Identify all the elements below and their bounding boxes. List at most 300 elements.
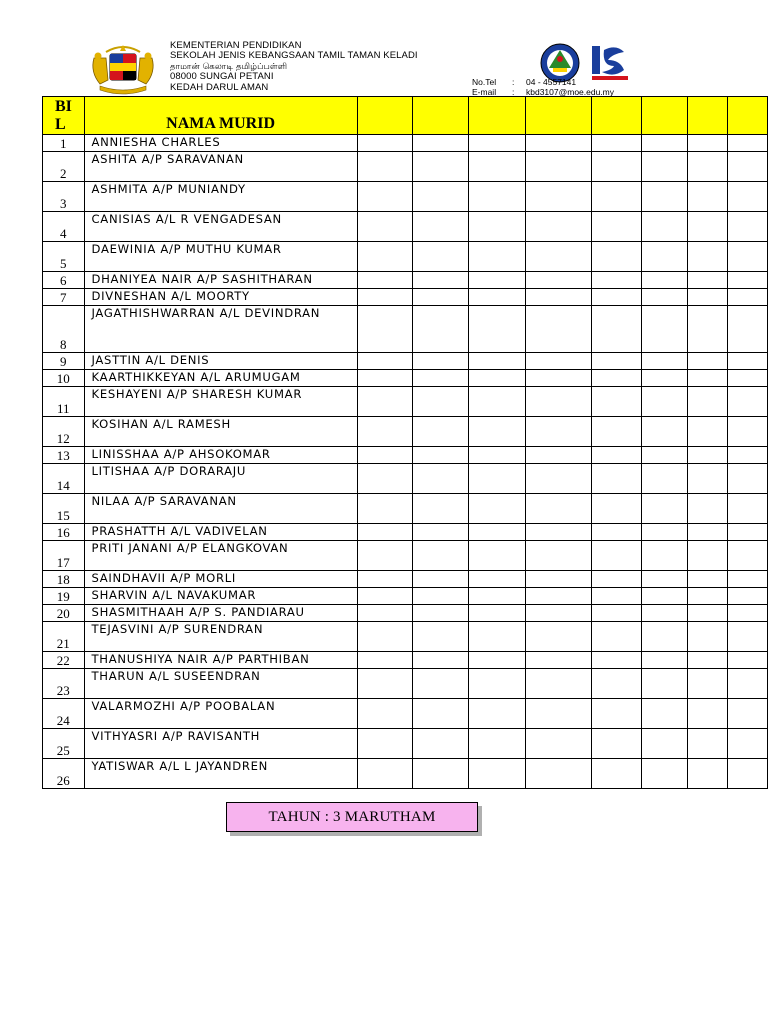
student-name: KAARTHIKKEYAN A/L ARUMUGAM bbox=[84, 370, 357, 387]
row-number: 19 bbox=[43, 588, 85, 605]
state-line: KEDAH DARUL AMAN bbox=[170, 81, 269, 93]
blank-cell[interactable] bbox=[727, 494, 767, 524]
blank-cell[interactable] bbox=[525, 759, 591, 789]
blank-cell[interactable] bbox=[688, 353, 727, 370]
blank-cell[interactable] bbox=[727, 729, 767, 759]
blank-cell[interactable] bbox=[413, 212, 469, 242]
header-blank-cell[interactable] bbox=[413, 97, 469, 135]
blank-cell[interactable] bbox=[357, 182, 413, 212]
blank-cell[interactable] bbox=[357, 306, 413, 353]
blank-cell[interactable] bbox=[688, 541, 727, 571]
blank-cell[interactable] bbox=[413, 306, 469, 353]
blank-cell[interactable] bbox=[642, 417, 688, 447]
email-value: kbd3107@moe.edu.my bbox=[526, 86, 615, 97]
blank-cell[interactable] bbox=[592, 699, 642, 729]
blank-cell[interactable] bbox=[357, 212, 413, 242]
table-row bbox=[43, 370, 768, 387]
blank-cell[interactable] bbox=[413, 699, 469, 729]
malaysia-coat-of-arms-icon bbox=[86, 44, 160, 96]
blank-cell[interactable] bbox=[592, 212, 642, 242]
blank-cell[interactable] bbox=[642, 622, 688, 652]
blank-cell[interactable] bbox=[688, 152, 727, 182]
blank-cell[interactable] bbox=[727, 182, 767, 212]
blank-cell[interactable] bbox=[469, 272, 526, 289]
blank-cell[interactable] bbox=[642, 272, 688, 289]
table-row bbox=[43, 588, 768, 605]
blank-cell[interactable] bbox=[525, 417, 591, 447]
student-name: YATISWAR A/L L JAYANDREN bbox=[84, 759, 357, 789]
table-row bbox=[43, 447, 768, 464]
student-name: SHARVIN A/L NAVAKUMAR bbox=[84, 588, 357, 605]
blank-cell[interactable] bbox=[357, 571, 413, 588]
header-blank-cell[interactable] bbox=[525, 97, 591, 135]
blank-cell[interactable] bbox=[688, 605, 727, 622]
blank-cell[interactable] bbox=[727, 135, 767, 152]
blank-cell[interactable] bbox=[642, 464, 688, 494]
blank-cell[interactable] bbox=[413, 272, 469, 289]
blank-cell[interactable] bbox=[469, 353, 526, 370]
blank-cell[interactable] bbox=[469, 541, 526, 571]
table-row bbox=[43, 699, 768, 729]
blank-cell[interactable] bbox=[469, 464, 526, 494]
blank-cell[interactable] bbox=[642, 353, 688, 370]
school-tamil-name-line: தாமான் கெலாடி தமிழ்ப்பள்ளி bbox=[170, 61, 288, 72]
postcode-line: 08000 SUNGAI PETANI bbox=[170, 71, 274, 83]
blank-cell[interactable] bbox=[357, 605, 413, 622]
blank-cell[interactable] bbox=[592, 605, 642, 622]
blank-cell[interactable] bbox=[642, 306, 688, 353]
table-row bbox=[43, 622, 768, 652]
blank-cell[interactable] bbox=[525, 652, 591, 669]
blank-cell[interactable] bbox=[525, 605, 591, 622]
blank-cell[interactable] bbox=[688, 464, 727, 494]
student-name: SHASMITHAAH A/P S. PANDIARAU bbox=[84, 605, 357, 622]
header-blank-cell[interactable] bbox=[592, 97, 642, 135]
blank-cell[interactable] bbox=[727, 541, 767, 571]
blank-cell[interactable] bbox=[469, 669, 526, 699]
blank-cell[interactable] bbox=[592, 464, 642, 494]
blank-cell[interactable] bbox=[469, 417, 526, 447]
blank-cell[interactable] bbox=[469, 152, 526, 182]
blank-cell[interactable] bbox=[592, 417, 642, 447]
blank-cell[interactable] bbox=[592, 652, 642, 669]
blank-cell[interactable] bbox=[727, 212, 767, 242]
header-blank-cell[interactable] bbox=[688, 97, 727, 135]
table-row bbox=[43, 524, 768, 541]
blank-cell[interactable] bbox=[727, 622, 767, 652]
blank-cell[interactable] bbox=[592, 306, 642, 353]
blank-cell[interactable] bbox=[413, 605, 469, 622]
row-number: 1 bbox=[43, 135, 85, 152]
blank-cell[interactable] bbox=[525, 729, 591, 759]
blank-cell[interactable] bbox=[688, 242, 727, 272]
school-address bbox=[170, 41, 418, 93]
student-name: ASHMITA A/P MUNIANDY bbox=[84, 182, 357, 212]
blank-cell[interactable] bbox=[525, 242, 591, 272]
table-row bbox=[43, 759, 768, 789]
table-row bbox=[43, 212, 768, 242]
blank-cell[interactable] bbox=[592, 588, 642, 605]
email-label: E-mail bbox=[472, 86, 497, 97]
row-number: 3 bbox=[43, 182, 85, 212]
blank-cell[interactable] bbox=[357, 652, 413, 669]
tel-value: 04 - 4557141 bbox=[526, 77, 577, 87]
blank-cell[interactable] bbox=[727, 387, 767, 417]
row-number: 20 bbox=[43, 605, 85, 622]
student-name: THANUSHIYA NAIR A/P PARTHIBAN bbox=[84, 652, 357, 669]
blank-cell[interactable] bbox=[413, 622, 469, 652]
row-number: 2 bbox=[43, 152, 85, 182]
blank-cell[interactable] bbox=[413, 353, 469, 370]
blank-cell[interactable] bbox=[592, 387, 642, 417]
blank-cell[interactable] bbox=[592, 370, 642, 387]
blank-cell[interactable] bbox=[642, 652, 688, 669]
blank-cell[interactable] bbox=[727, 605, 767, 622]
blank-cell[interactable] bbox=[525, 182, 591, 212]
blank-cell[interactable] bbox=[413, 417, 469, 447]
blank-cell[interactable] bbox=[727, 759, 767, 789]
blank-cell[interactable] bbox=[592, 541, 642, 571]
row-number: 18 bbox=[43, 571, 85, 588]
blank-cell[interactable] bbox=[727, 289, 767, 306]
blank-cell[interactable] bbox=[525, 370, 591, 387]
blank-cell[interactable] bbox=[688, 182, 727, 212]
header-blank-cell[interactable] bbox=[727, 97, 767, 135]
blank-cell[interactable] bbox=[357, 494, 413, 524]
blank-cell[interactable] bbox=[688, 729, 727, 759]
blank-cell[interactable] bbox=[357, 464, 413, 494]
student-name: DAEWINIA A/P MUTHU KUMAR bbox=[84, 242, 357, 272]
blank-cell[interactable] bbox=[592, 447, 642, 464]
student-name: VITHYASRI A/P RAVISANTH bbox=[84, 729, 357, 759]
table-row bbox=[43, 135, 768, 152]
blank-cell[interactable] bbox=[525, 387, 591, 417]
student-list-table bbox=[42, 96, 768, 789]
contact-info bbox=[472, 78, 614, 97]
blank-cell[interactable] bbox=[688, 622, 727, 652]
blank-cell[interactable] bbox=[469, 212, 526, 242]
blank-cell[interactable] bbox=[688, 447, 727, 464]
blank-cell[interactable] bbox=[469, 494, 526, 524]
blank-cell[interactable] bbox=[727, 306, 767, 353]
blank-cell[interactable] bbox=[727, 588, 767, 605]
row-number: 22 bbox=[43, 652, 85, 669]
blank-cell[interactable] bbox=[688, 652, 727, 669]
blank-cell[interactable] bbox=[469, 135, 526, 152]
blank-cell[interactable] bbox=[642, 135, 688, 152]
table-header-row bbox=[43, 97, 768, 135]
student-name: KOSIHAN A/L RAMESH bbox=[84, 417, 357, 447]
blank-cell[interactable] bbox=[469, 729, 526, 759]
row-number: 8 bbox=[43, 306, 85, 353]
row-number: 25 bbox=[43, 729, 85, 759]
table-row bbox=[43, 387, 768, 417]
student-name: KESHAYENI A/P SHARESH KUMAR bbox=[84, 387, 357, 417]
blank-cell[interactable] bbox=[525, 622, 591, 652]
blank-cell[interactable] bbox=[592, 289, 642, 306]
blank-cell[interactable] bbox=[642, 729, 688, 759]
blank-cell[interactable] bbox=[413, 242, 469, 272]
blank-cell[interactable] bbox=[469, 571, 526, 588]
blank-cell[interactable] bbox=[469, 289, 526, 306]
blank-cell[interactable] bbox=[688, 588, 727, 605]
student-name: SAINDHAVII A/P MORLI bbox=[84, 571, 357, 588]
blank-cell[interactable] bbox=[642, 571, 688, 588]
blank-cell[interactable] bbox=[413, 289, 469, 306]
row-number: 12 bbox=[43, 417, 85, 447]
blank-cell[interactable] bbox=[357, 135, 413, 152]
blank-cell[interactable] bbox=[727, 464, 767, 494]
blank-cell[interactable] bbox=[469, 306, 526, 353]
table-row bbox=[43, 182, 768, 212]
blank-cell[interactable] bbox=[592, 494, 642, 524]
email-separator: : bbox=[512, 86, 515, 97]
student-name: JASTTIN A/L DENIS bbox=[84, 353, 357, 370]
blank-cell[interactable] bbox=[727, 353, 767, 370]
blank-cell[interactable] bbox=[469, 447, 526, 464]
blank-cell[interactable] bbox=[642, 541, 688, 571]
blank-cell[interactable] bbox=[525, 272, 591, 289]
blank-cell[interactable] bbox=[413, 135, 469, 152]
blank-cell[interactable] bbox=[688, 387, 727, 417]
student-name: LINISSHAA A/P AHSOKOMAR bbox=[84, 447, 357, 464]
blank-cell[interactable] bbox=[469, 699, 526, 729]
blank-cell[interactable] bbox=[642, 669, 688, 699]
row-number: 17 bbox=[43, 541, 85, 571]
blank-cell[interactable] bbox=[642, 605, 688, 622]
blank-cell[interactable] bbox=[413, 541, 469, 571]
blank-cell[interactable] bbox=[413, 387, 469, 417]
table-row bbox=[43, 571, 768, 588]
header-blank-cell[interactable] bbox=[469, 97, 526, 135]
blank-cell[interactable] bbox=[357, 541, 413, 571]
blank-cell[interactable] bbox=[469, 182, 526, 212]
row-number: 26 bbox=[43, 759, 85, 789]
blank-cell[interactable] bbox=[592, 135, 642, 152]
tel-label: No.Tel bbox=[472, 77, 497, 87]
blank-cell[interactable] bbox=[525, 494, 591, 524]
blank-cell[interactable] bbox=[357, 353, 413, 370]
row-number: 9 bbox=[43, 353, 85, 370]
blank-cell[interactable] bbox=[413, 571, 469, 588]
blank-cell[interactable] bbox=[592, 524, 642, 541]
blank-cell[interactable] bbox=[413, 152, 469, 182]
blank-cell[interactable] bbox=[525, 524, 591, 541]
blank-cell[interactable] bbox=[357, 417, 413, 447]
row-number: 13 bbox=[43, 447, 85, 464]
blank-cell[interactable] bbox=[642, 242, 688, 272]
blank-cell[interactable] bbox=[525, 464, 591, 494]
row-number: 15 bbox=[43, 494, 85, 524]
ministry-line: KEMENTERIAN PENDIDIKAN bbox=[170, 40, 302, 51]
row-number: 16 bbox=[43, 524, 85, 541]
blank-cell[interactable] bbox=[413, 464, 469, 494]
student-name: LITISHAA A/P DORARAJU bbox=[84, 464, 357, 494]
blank-cell[interactable] bbox=[592, 669, 642, 699]
blank-cell[interactable] bbox=[357, 370, 413, 387]
table-row bbox=[43, 494, 768, 524]
blank-cell[interactable] bbox=[525, 669, 591, 699]
row-number: 24 bbox=[43, 699, 85, 729]
blank-cell[interactable] bbox=[642, 152, 688, 182]
table-row bbox=[43, 289, 768, 306]
blank-cell[interactable] bbox=[469, 605, 526, 622]
row-number: 10 bbox=[43, 370, 85, 387]
blank-cell[interactable] bbox=[469, 759, 526, 789]
blank-cell[interactable] bbox=[469, 622, 526, 652]
blank-cell[interactable] bbox=[525, 289, 591, 306]
blank-cell[interactable] bbox=[525, 571, 591, 588]
blank-cell[interactable] bbox=[413, 759, 469, 789]
blank-cell[interactable] bbox=[688, 494, 727, 524]
blank-cell[interactable] bbox=[642, 387, 688, 417]
table-row bbox=[43, 464, 768, 494]
row-number: 7 bbox=[43, 289, 85, 306]
blank-cell[interactable] bbox=[727, 417, 767, 447]
blank-cell[interactable] bbox=[357, 524, 413, 541]
blank-cell[interactable] bbox=[688, 417, 727, 447]
student-name: PRITI JANANI A/P ELANGKOVAN bbox=[84, 541, 357, 571]
blank-cell[interactable] bbox=[357, 152, 413, 182]
blank-cell[interactable] bbox=[592, 182, 642, 212]
blank-cell[interactable] bbox=[592, 729, 642, 759]
blank-cell[interactable] bbox=[727, 571, 767, 588]
blank-cell[interactable] bbox=[642, 289, 688, 306]
table-row bbox=[43, 652, 768, 669]
blank-cell[interactable] bbox=[525, 588, 591, 605]
blank-cell[interactable] bbox=[688, 571, 727, 588]
table-row bbox=[43, 729, 768, 759]
blank-cell[interactable] bbox=[413, 494, 469, 524]
blank-cell[interactable] bbox=[525, 212, 591, 242]
blank-cell[interactable] bbox=[413, 669, 469, 699]
blank-cell[interactable] bbox=[642, 212, 688, 242]
blank-cell[interactable] bbox=[688, 272, 727, 289]
blank-cell[interactable] bbox=[413, 524, 469, 541]
blank-cell[interactable] bbox=[592, 242, 642, 272]
blank-cell[interactable] bbox=[357, 588, 413, 605]
table-row bbox=[43, 152, 768, 182]
blank-cell[interactable] bbox=[727, 669, 767, 699]
header-blank-cell[interactable] bbox=[357, 97, 413, 135]
blank-cell[interactable] bbox=[727, 242, 767, 272]
student-name: ANNIESHA CHARLES bbox=[84, 135, 357, 152]
blank-cell[interactable] bbox=[592, 353, 642, 370]
student-name: ASHITA A/P SARAVANAN bbox=[84, 152, 357, 182]
blank-cell[interactable] bbox=[688, 370, 727, 387]
header-nama-murid: NAMA MURID bbox=[84, 97, 357, 135]
blank-cell[interactable] bbox=[688, 306, 727, 353]
blank-cell[interactable] bbox=[357, 447, 413, 464]
blank-cell[interactable] bbox=[413, 370, 469, 387]
blank-cell[interactable] bbox=[357, 242, 413, 272]
blank-cell[interactable] bbox=[357, 669, 413, 699]
blank-cell[interactable] bbox=[592, 622, 642, 652]
class-label: TAHUN : 3 MARUTHAM bbox=[226, 802, 478, 832]
table-row bbox=[43, 541, 768, 571]
row-number: 6 bbox=[43, 272, 85, 289]
blank-cell[interactable] bbox=[525, 699, 591, 729]
blank-cell[interactable] bbox=[525, 541, 591, 571]
header-blank-cell[interactable] bbox=[642, 97, 688, 135]
blank-cell[interactable] bbox=[688, 212, 727, 242]
blank-cell[interactable] bbox=[592, 272, 642, 289]
blank-cell[interactable] bbox=[727, 272, 767, 289]
student-name: DHANIYEA NAIR A/P SASHITHARAN bbox=[84, 272, 357, 289]
blank-cell[interactable] bbox=[688, 669, 727, 699]
blank-cell[interactable] bbox=[525, 447, 591, 464]
student-name: TEJASVINI A/P SURENDRAN bbox=[84, 622, 357, 652]
blank-cell[interactable] bbox=[642, 759, 688, 789]
row-number: 14 bbox=[43, 464, 85, 494]
row-number: 4 bbox=[43, 212, 85, 242]
blank-cell[interactable] bbox=[688, 289, 727, 306]
blank-cell[interactable] bbox=[357, 387, 413, 417]
blank-cell[interactable] bbox=[727, 447, 767, 464]
blank-cell[interactable] bbox=[469, 524, 526, 541]
blank-cell[interactable] bbox=[469, 242, 526, 272]
student-name: PRASHATTH A/L VADIVELAN bbox=[84, 524, 357, 541]
blank-cell[interactable] bbox=[469, 387, 526, 417]
blank-cell[interactable] bbox=[525, 353, 591, 370]
table-row bbox=[43, 353, 768, 370]
blank-cell[interactable] bbox=[413, 729, 469, 759]
blank-cell[interactable] bbox=[413, 652, 469, 669]
student-name: JAGATHISHWARRAN A/L DEVINDRAN bbox=[84, 306, 357, 353]
blank-cell[interactable] bbox=[592, 759, 642, 789]
blank-cell[interactable] bbox=[727, 652, 767, 669]
blank-cell[interactable] bbox=[525, 152, 591, 182]
blank-cell[interactable] bbox=[357, 729, 413, 759]
blank-cell[interactable] bbox=[642, 524, 688, 541]
student-name: NILAA A/P SARAVANAN bbox=[84, 494, 357, 524]
blank-cell[interactable] bbox=[642, 699, 688, 729]
blank-cell[interactable] bbox=[525, 306, 591, 353]
blank-cell[interactable] bbox=[727, 370, 767, 387]
blank-cell[interactable] bbox=[642, 494, 688, 524]
blank-cell[interactable] bbox=[592, 571, 642, 588]
blank-cell[interactable] bbox=[357, 289, 413, 306]
blank-cell[interactable] bbox=[688, 135, 727, 152]
row-number: 11 bbox=[43, 387, 85, 417]
blank-cell[interactable] bbox=[642, 588, 688, 605]
blank-cell[interactable] bbox=[642, 370, 688, 387]
table-row bbox=[43, 242, 768, 272]
blank-cell[interactable] bbox=[357, 699, 413, 729]
blank-cell[interactable] bbox=[592, 152, 642, 182]
blank-cell[interactable] bbox=[469, 588, 526, 605]
blank-cell[interactable] bbox=[688, 524, 727, 541]
blank-cell[interactable] bbox=[642, 447, 688, 464]
blank-cell[interactable] bbox=[727, 524, 767, 541]
blank-cell[interactable] bbox=[642, 182, 688, 212]
blank-cell[interactable] bbox=[357, 272, 413, 289]
blank-cell[interactable] bbox=[413, 588, 469, 605]
blank-cell[interactable] bbox=[727, 152, 767, 182]
blank-cell[interactable] bbox=[357, 622, 413, 652]
blank-cell[interactable] bbox=[413, 182, 469, 212]
blank-cell[interactable] bbox=[469, 370, 526, 387]
blank-cell[interactable] bbox=[727, 699, 767, 729]
blank-cell[interactable] bbox=[357, 759, 413, 789]
blank-cell[interactable] bbox=[525, 135, 591, 152]
blank-cell[interactable] bbox=[413, 447, 469, 464]
blank-cell[interactable] bbox=[688, 759, 727, 789]
blank-cell[interactable] bbox=[688, 699, 727, 729]
blank-cell[interactable] bbox=[469, 652, 526, 669]
table-row bbox=[43, 306, 768, 353]
kpm-logo-icon bbox=[590, 44, 630, 80]
